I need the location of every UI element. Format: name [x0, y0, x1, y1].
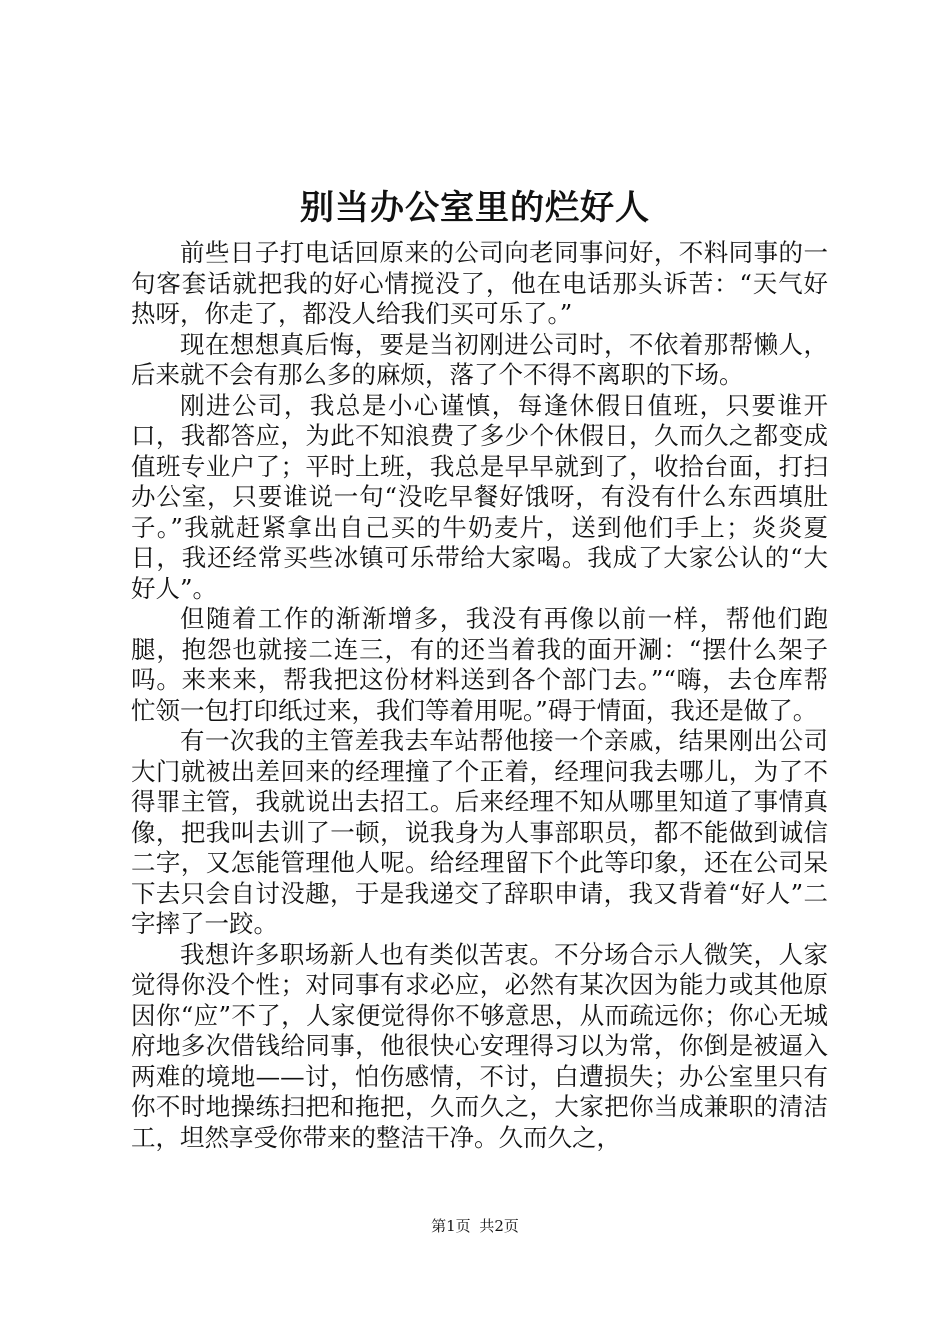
paragraph: 有一次我的主管差我去车站帮他接一个亲戚，结果刚出公司大门就被出差回来的经理撞了个正着，经理问我去哪儿，为了不得罪主管，我就说出去招工。后来经理不知从哪里知道了事情真像，把我叫去训了一顿，说我身为人事部职员，都不能做到诚信二字，又怎能管理他人呢。给经理留下个此等印象，还在公司呆下去只会自讨没趣，于是我递交了辞职申请，我又背着“好人”二字摔了一跤。 — [131, 726, 828, 938]
document-title: 别当办公室里的烂好人 — [300, 188, 650, 228]
paragraph: 刚进公司，我总是小心谨慎，每逢休假日值班，只要谁开口，我都答应，为此不知浪费了多少个休假日，久而久之都变成值班专业户了；平时上班，我总是早早就到了，收拾台面，打扫办公室，只要谁说一句“没吃早餐好饿呀，有没有什么东西填肚子。”我就赶紧拿出自己买的牛奶麦片，送到他们手上；炎炎夏日，我还经常买些冰镇可乐带给大家喝。我成了大家公认的“大好人”。 — [131, 390, 828, 603]
document-body — [131, 238, 828, 1153]
paragraph: 但随着工作的渐渐增多，我没有再像以前一样，帮他们跑腿，抱怨也就接二连三，有的还当着我的面开涮：“摆什么架子吗。来来来，帮我把这份材料送到各个部门去。”“嗨，去仓库帮忙领一包打印纸过来，我们等着用呢。”碍于情面，我还是做了。 — [131, 604, 828, 725]
paragraph: 前些日子打电话回原来的公司向老同事问好，不料同事的一句客套话就把我的好心情搅没了，他在电话那头诉苦：“天气好热呀，你走了，都没人给我们买可乐了。” — [131, 238, 828, 328]
paragraph: 我想许多职场新人也有类似苦衷。不分场合示人微笑，人家觉得你没个性；对同事有求必应，必然有某次因为能力或其他原因你“应”不了，人家便觉得你不够意思，从而疏远你；你心无城府地多次借钱给同事，他很快心安理得习以为常，你倒是被逼入两难的境地——讨，怕伤感情，不讨，白遭损失；办公室里只有你不时地操练扫把和拖把，久而久之，大家把你当成兼职的清洁工，坦然享受你带来的整洁干净。久而久之， — [131, 939, 828, 1152]
paragraph: 现在想想真后悔，要是当初刚进公司时，不依着那帮懒人，后来就不会有那么多的麻烦，落了个不得不离职的下场。 — [131, 329, 828, 389]
page-footer — [0, 1216, 950, 1236]
page-total: 共2页 — [479, 1217, 519, 1235]
page-number: 第1页 — [431, 1217, 471, 1235]
